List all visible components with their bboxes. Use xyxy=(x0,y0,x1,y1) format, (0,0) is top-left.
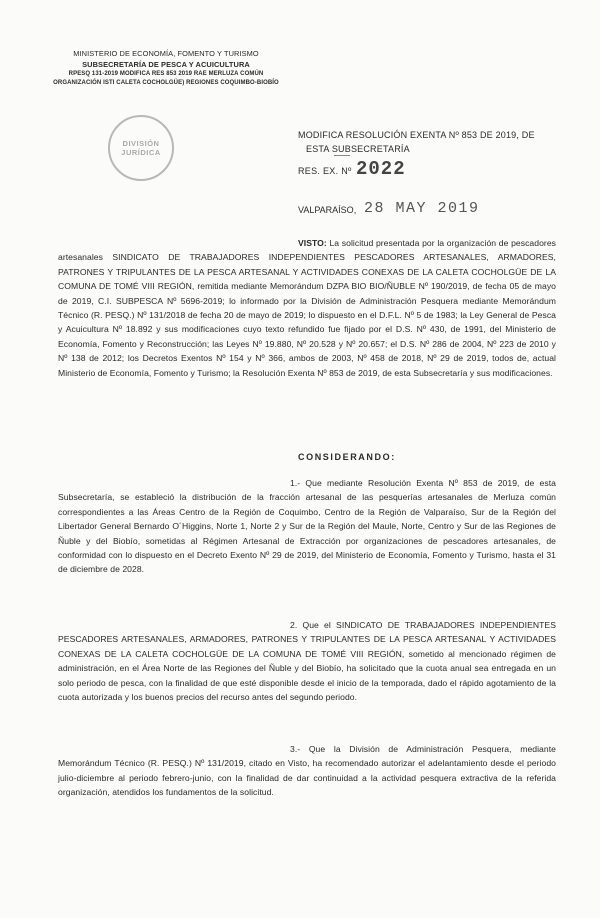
visto-paragraph xyxy=(58,236,556,380)
file-reference-line: RPESQ 131-2019 MODIFICA RES 853 2019 RAE MERLUZA COMÚN xyxy=(68,71,264,77)
item-1-first-line: 1.- Que mediante Resolución Exenta Nº 853 de xyxy=(290,478,493,488)
considerando-item-1 xyxy=(58,476,556,577)
stamp-line-1: DIVISIÓN xyxy=(122,139,160,148)
subject-dash xyxy=(334,155,350,156)
subject-line-2: ESTA SUBSECRETARÍA xyxy=(306,144,410,154)
ministry-name: MINISTERIO DE ECONOMÍA, FOMENTO Y TURISMO xyxy=(73,49,259,58)
resolution-number: 2022 xyxy=(356,158,406,180)
subject-line-1: MODIFICA RESOLUCIÓN EXENTA Nº 853 DE 2019, DE xyxy=(298,130,535,140)
date-stamp: 28 MAY 2019 xyxy=(364,200,480,217)
item-2-first-line: 2. Que el SINDICATO DE TRABAJADORES xyxy=(290,620,475,630)
resolution-subject xyxy=(298,128,568,156)
considerando-item-2 xyxy=(58,618,556,704)
item-3-first-line: 3.- Que la División de Administración Pesquera, xyxy=(290,744,512,754)
item-3-text: mediante Memorándum Técnico (R. PESQ.) Nº 131/2019, citado en Visto, ha recomendado autorizar el adelantamiento desde el periodo julio-diciembre al periodo febrero-junio, con la finalidad de dar continuidad a la actividad pesquera extractiva de la referida organización, atendidos los fundamentos de la solicitud. xyxy=(58,744,556,798)
visto-text: La solicitud presentada por la organización de pescadores artesanales SINDICATO DE TRABAJADORES INDEPENDIENTES PESCADORES ARTESANALES, ARMADORES, PATRONES Y TRIPULANTES DE LA PESCA ARTESANAL Y ACTIVIDADES CONEXAS DE LA CALETA COCHOLGÜE DE LA COMUNA DE TOMÉ VIII REGIÓN, remitida mediante Memorándum DZPA BIO BIO/ÑUBLE Nº 190/2019, de fecha 05 de mayo de 2019, C.I. SUBPESCA Nº 5696-2019; lo informado por la División de Administración Pesquera mediante Memorándum Técnico (R. PESQ.) Nº 131/2018 de fecha 20 de mayo de 2019; lo dispuesto en el D.F.L. Nº 5 de 1983; la Ley General de Pesca y Acuicultura Nº 18.892 y sus modificaciones cuyo texto refundido fue fijado por el D.S. Nº 430, de 1991, del Ministerio de Economía, Fomento y Reconstrucción; las Leyes Nº 19.880, Nº 20.528 y Nº 20.657; el D.S. Nº 286 de 2004, Nº 223 de 2010 y Nº 138 de 2012; los Decretos Exentos Nº 154 y Nº 366, ambos de 2003, Nº 458 de 2018, Nº 29 de 2019, todos de, actual Ministerio de Economía, Fomento y Turismo; la Resolución Exenta Nº 853 de 2019, de esta Subsecretaría y sus modificaciones. xyxy=(58,238,556,378)
visto-label: VISTO: xyxy=(298,238,327,248)
item-2-text: INDEPENDIENTES PESCADORES ARTESANALES, ARMADORES, PATRONES Y TRIPULANTES DE LA PESCA ARTESANAL Y ACTIVIDADES CONEXAS DE LA CALETA COCHOLGÜE DE LA COMUNA DE TOMÉ VIII REGIÓN, sometido al mencionado régimen de administración, en el Área Norte de las Regiones del Ñuble y del Biobío, ha solicitado que la cuota anual sea entregada en un solo periodo de pesca, con la finalidad de que esté disponible desde el inicio de la temporada, dado el rápido agotamiento de la cuota autorizada y los buenos precios del recurso antes del segundo periodo. xyxy=(58,620,556,703)
stamp-line-2: JURÍDICA xyxy=(121,148,161,157)
considerando-item-3 xyxy=(58,742,556,800)
legal-division-stamp xyxy=(108,115,174,181)
resolution-number-block xyxy=(298,158,406,180)
item-1-text: 2019, de esta Subsecretaría, se estableció la distribución de la fracción artesanal de las pesquerías artesanales de Merluza común correspondientes a las Áreas Centro de la Región de Coquimbo, Centro de la Región de Valparaíso, Sur de la Región del Libertador General Bernardo O´Higgins, Norte 1, Norte 2 y Sur de la Región del Maule, Norte, Centro y Sur de las Regiones de Ñuble y del Biobío, sometidas al Régimen Artesanal de Extracción por organizaciones de pescadores artesanales, de conformidad con lo dispuesto en el Decreto Exento Nº 29 de 2019, del Ministerio de Economía, Fomento y Turismo, hasta el 31 de diciembre de 2028. xyxy=(58,478,556,575)
place-label: VALPARAÍSO, xyxy=(298,205,357,215)
considerando-heading: CONSIDERANDO: xyxy=(298,452,396,462)
resolution-number-label: RES. EX. Nº xyxy=(298,166,352,176)
organization-reference-line: ORGANIZACIÓN ISTI CALETA COCHOLGÜE) REGIONES COQUIMBO-BIOBÍO xyxy=(53,80,279,86)
letterhead xyxy=(36,49,296,88)
undersecretariat-name: SUBSECRETARÍA DE PESCA Y ACUICULTURA xyxy=(82,59,250,69)
